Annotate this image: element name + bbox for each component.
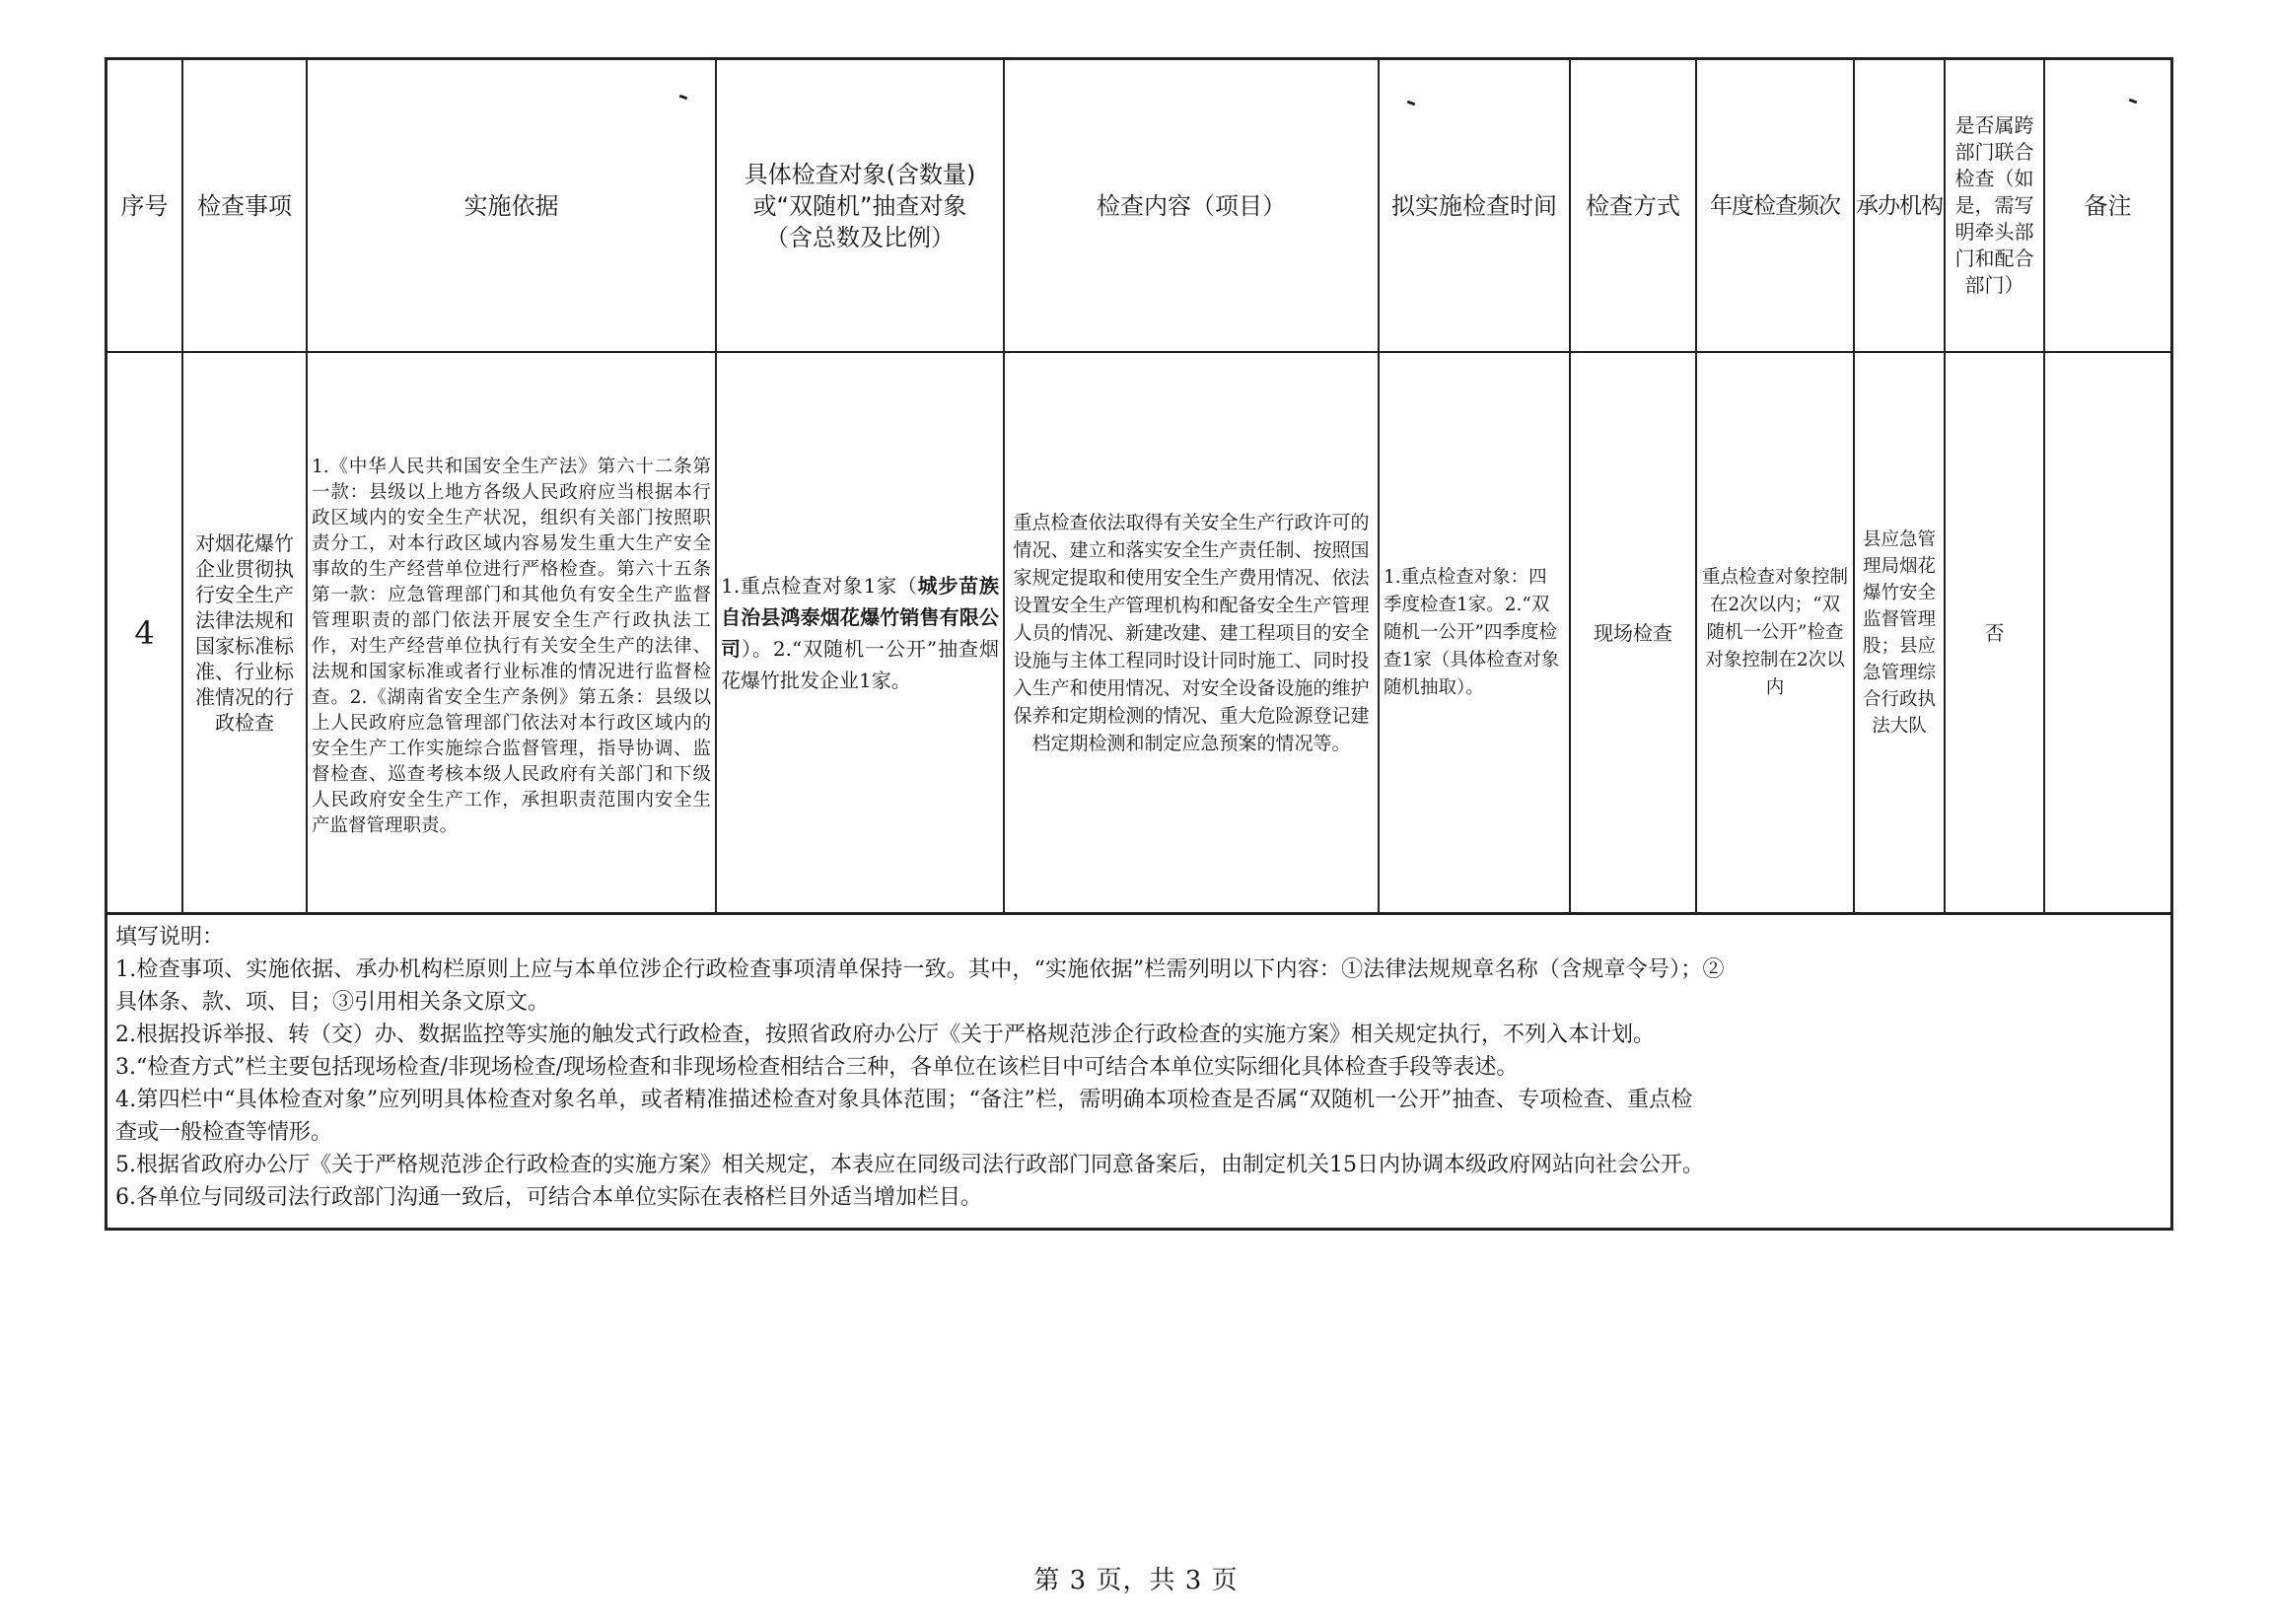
header-content: 检查内容（项目） [1004,60,1379,352]
row-target-company: 城步苗族自治县鸿泰烟花爆竹销售有限公司 [721,573,1000,661]
notes-line: 5.根据省政府办公厅《关于严格规范涉企行政检查的实施方案》相关规定，本表应在同级司法行政部门同意备案后，由制定机关15日内协调本级政府网站向社会公开。 [115,1153,1704,1177]
header-joint: 是否属跨部门联合检查（如是，需写明牵头部门和配合部门） [1945,60,2044,352]
header-number: 序号 [107,60,182,352]
header-time: 拟实施检查时间 [1379,60,1570,352]
header-method: 检查方式 [1570,60,1696,352]
header-agency: 承办机构 [1854,60,1945,352]
inspection-plan-table [107,60,2170,914]
notes-line: 查或一般检查等情形。 [115,1120,333,1145]
row-agency: 县应急管理局烟花爆竹安全监督管理股；县应急管理综合行政执法大队 [1854,352,1945,913]
notes-line: 1.检查事项、实施依据、承办机构栏原则上应与本单位涉企行政检查事项清单保持一致。其中，“实施依据”栏需列明以下内容：①法律法规规章名称（含规章令号）；② [115,957,1725,982]
row-target [716,352,1004,913]
notes-line: 具体条、款、项、目；③引用相关条文原文。 [115,990,550,1015]
header-frequency: 年度检查频次 [1696,60,1854,352]
row-number: 4 [107,352,182,913]
notes-line: 2.根据投诉举报、转（交）办、数据监控等实施的触发式行政检查，按照省政府办公厅《关于严格规范涉企行政检查的实施方案》相关规定执行，不列入本计划。 [115,1023,1655,1047]
notes-title: 填写说明： [115,925,225,950]
row-frequency: 重点检查对象控制在2次以内；“双随机一公开”检查对象控制在2次以内 [1696,352,1854,913]
header-item: 检查事项 [182,60,307,352]
notes-line: 3.“检查方式”栏主要包括现场检查/非现场检查/现场检查和非现场检查相结合三种，各单位在该栏目中可结合本单位实际细化具体检查手段等表述。 [115,1055,1519,1080]
header-basis: 实施依据 [307,60,716,352]
row-basis: 1.《中华人民共和国安全生产法》第六十二条第一款：县级以上地方各级人民政府应当根据本行政区域内的安全生产状况，组织有关部门按照职责分工，对本行政区域内容易发生重大生产安全事故的生产经营单位进行严格检查。第六十五条第一款：应急管理部门和其他负有安全生产监督管理职责的部门依法开展安全生产行政执法工作，对生产经营单位执行有关安全生产的法律、法规和国家标准或者行业标准的情况进行监督检查。2.《湖南省安全生产条例》第五条：县级以上人民政府应急管理部门依法对本行政区域内的安全生产工作实施综合监督管理，指导协调、监督检查、巡查考核本级人民政府有关部门和下级人民政府安全生产工作，承担职责范围内安全生产监督管理职责。 [307,352,716,913]
header-row [107,60,2170,352]
inspection-plan-sheet [105,57,2173,1231]
row-time: 1.重点检查对象：四季度检查1家。2.“双随机一公开”四季度检查1家（具体检查对象随机抽取）。 [1379,352,1570,913]
row-item: 对烟花爆竹企业贯彻执行安全生产法律法规和国家标准标准、行业标准情况的行政检查 [182,352,307,913]
table-row [107,352,2170,913]
filling-instructions [107,913,2170,1214]
row-method: 现场检查 [1570,352,1696,913]
row-target-suffix: ）。2.“双随机一公开”抽查烟花爆竹批发企业1家。 [721,636,1000,692]
page-footer: 第 3 页，共 3 页 [1033,1566,1239,1595]
row-joint: 否 [1945,352,2044,913]
header-remark: 备注 [2044,60,2170,352]
row-content: 重点检查依法取得有关安全生产行政许可的情况、建立和落实安全生产责任制、按照国家规定提取和使用安全生产费用情况、依法设置安全生产管理机构和配备安全生产管理人员的情况、新建改建、建工程项目的安全设施与主体工程同时设计同时施工、同时投入生产和使用情况、对安全设备设施的维护保养和定期检测的情况、重大危险源登记建档定期检测和制定应急预案的情况等。 [1004,352,1379,913]
notes-line: 6.各单位与同级司法行政部门沟通一致后，可结合本单位实际在表格栏目外适当增加栏目。 [115,1185,982,1210]
row-target-prefix: 1.重点检查对象1家（ [721,573,918,598]
header-target: 具体检查对象(含数量)或“双随机”抽查对象（含总数及比例） [716,60,1004,352]
row-remark [2044,352,2170,913]
notes-line: 4.第四栏中“具体检查对象”应列明具体检查对象名单，或者精准描述检查对象具体范围；“备注”栏，需明确本项检查是否属“双随机一公开”抽查、专项检查、重点检 [115,1088,1693,1112]
